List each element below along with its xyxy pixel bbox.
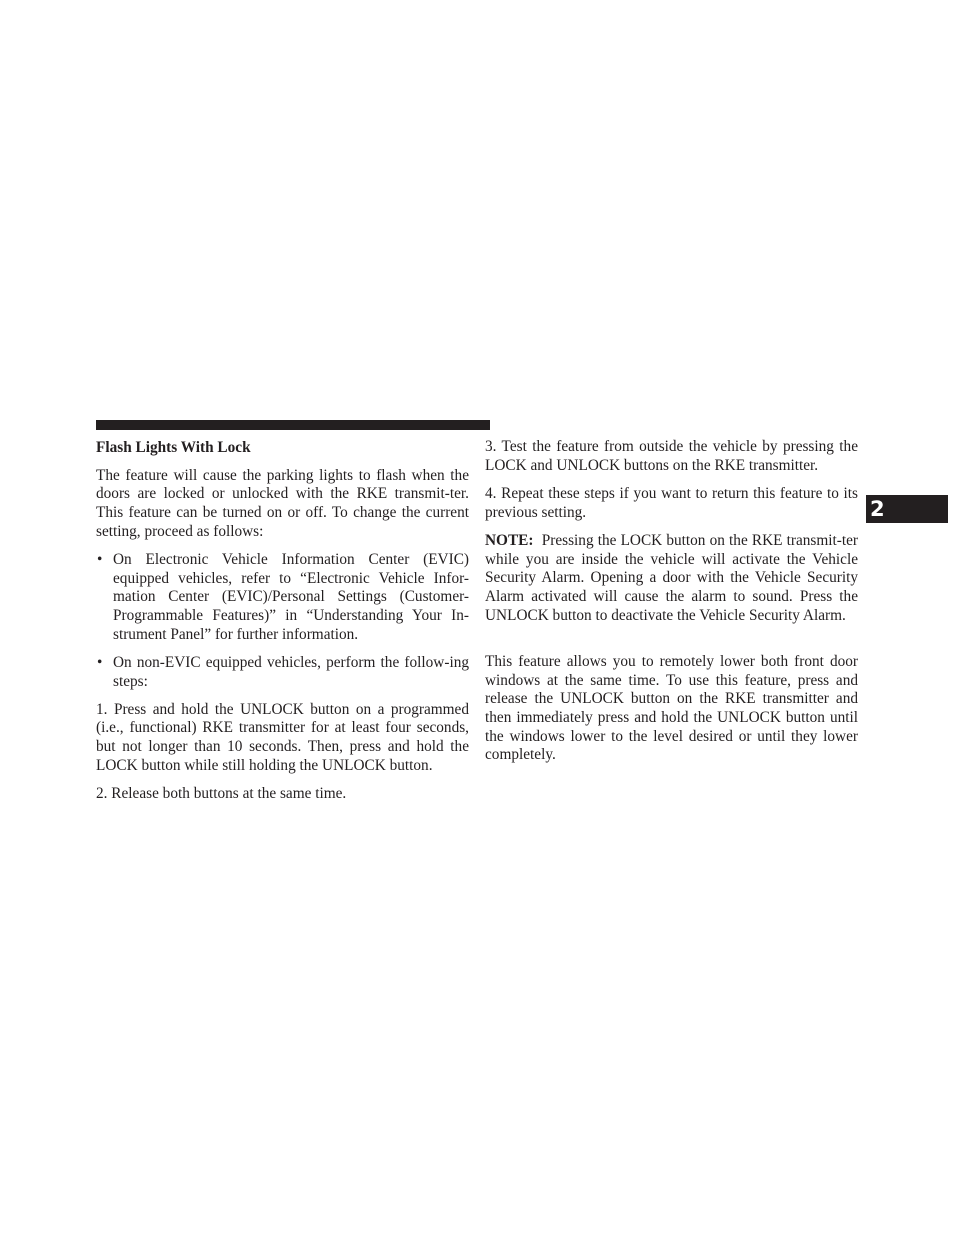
bullet-icon: •	[97, 653, 103, 671]
bullet-list	[96, 551, 469, 691]
section-rule-bar	[96, 420, 490, 430]
list-item-text: On Electronic Vehicle Information Center (EVIC) equipped vehicles, refer to “Electronic Vehicle Infor-mation Center (EVIC)/Personal Settings (Customer-Programmable Features)” in “Understanding Your In-strument Panel” for further information.	[113, 550, 469, 643]
note-label: NOTE:	[485, 531, 534, 549]
list-item	[96, 654, 469, 691]
section-heading: Flash Lights With Lock	[96, 439, 251, 456]
list-item	[96, 551, 469, 645]
chapter-tab	[866, 495, 948, 523]
bullet-icon: •	[97, 550, 103, 568]
step-4: 4. Repeat these steps if you want to return this feature to its previous setting.	[485, 484, 858, 521]
note-paragraph	[485, 532, 858, 626]
step-3: 3. Test the feature from outside the vehicle by pressing the LOCK and UNLOCK buttons on the RKE transmitter.	[485, 438, 858, 474]
intro-paragraph: The feature will cause the parking lights to flash when the doors are locked or unlocked with the RKE transmit-ter. This feature can be turned on or off. To change the current setting, proceed as follows:	[96, 466, 469, 540]
note-text: Pressing the LOCK button on the RKE transmit-ter while you are inside the vehicle will activate the Vehicle Security Alarm. Opening a door with the Vehicle Security Alarm activated will cause the alarm to sound. Press the UNLOCK button to deactivate the Vehicle Security Alarm.	[485, 531, 858, 624]
chapter-number: 2	[870, 497, 885, 521]
left-column	[96, 438, 469, 813]
step-1: 1. Press and hold the UNLOCK button on a programmed (i.e., functional) RKE transmitter for at least four seconds, but not longer than 10 seconds. Then, press and hold the LOCK button while still holding the UNLOCK button.	[96, 700, 469, 774]
window-feature-paragraph: This feature allows you to remotely lower both front door windows at the same time. To use this feature, press and release the UNLOCK button on the RKE transmitter and then immediately press and hold the UNLOCK button until the windows lower to the level desired or until they lower completely.	[485, 652, 858, 764]
step-2: 2. Release both buttons at the same time.	[96, 785, 347, 803]
right-column	[485, 438, 858, 775]
list-item-text: On non-EVIC equipped vehicles, perform the follow-ing steps:	[113, 653, 469, 690]
section-gap	[485, 635, 858, 653]
